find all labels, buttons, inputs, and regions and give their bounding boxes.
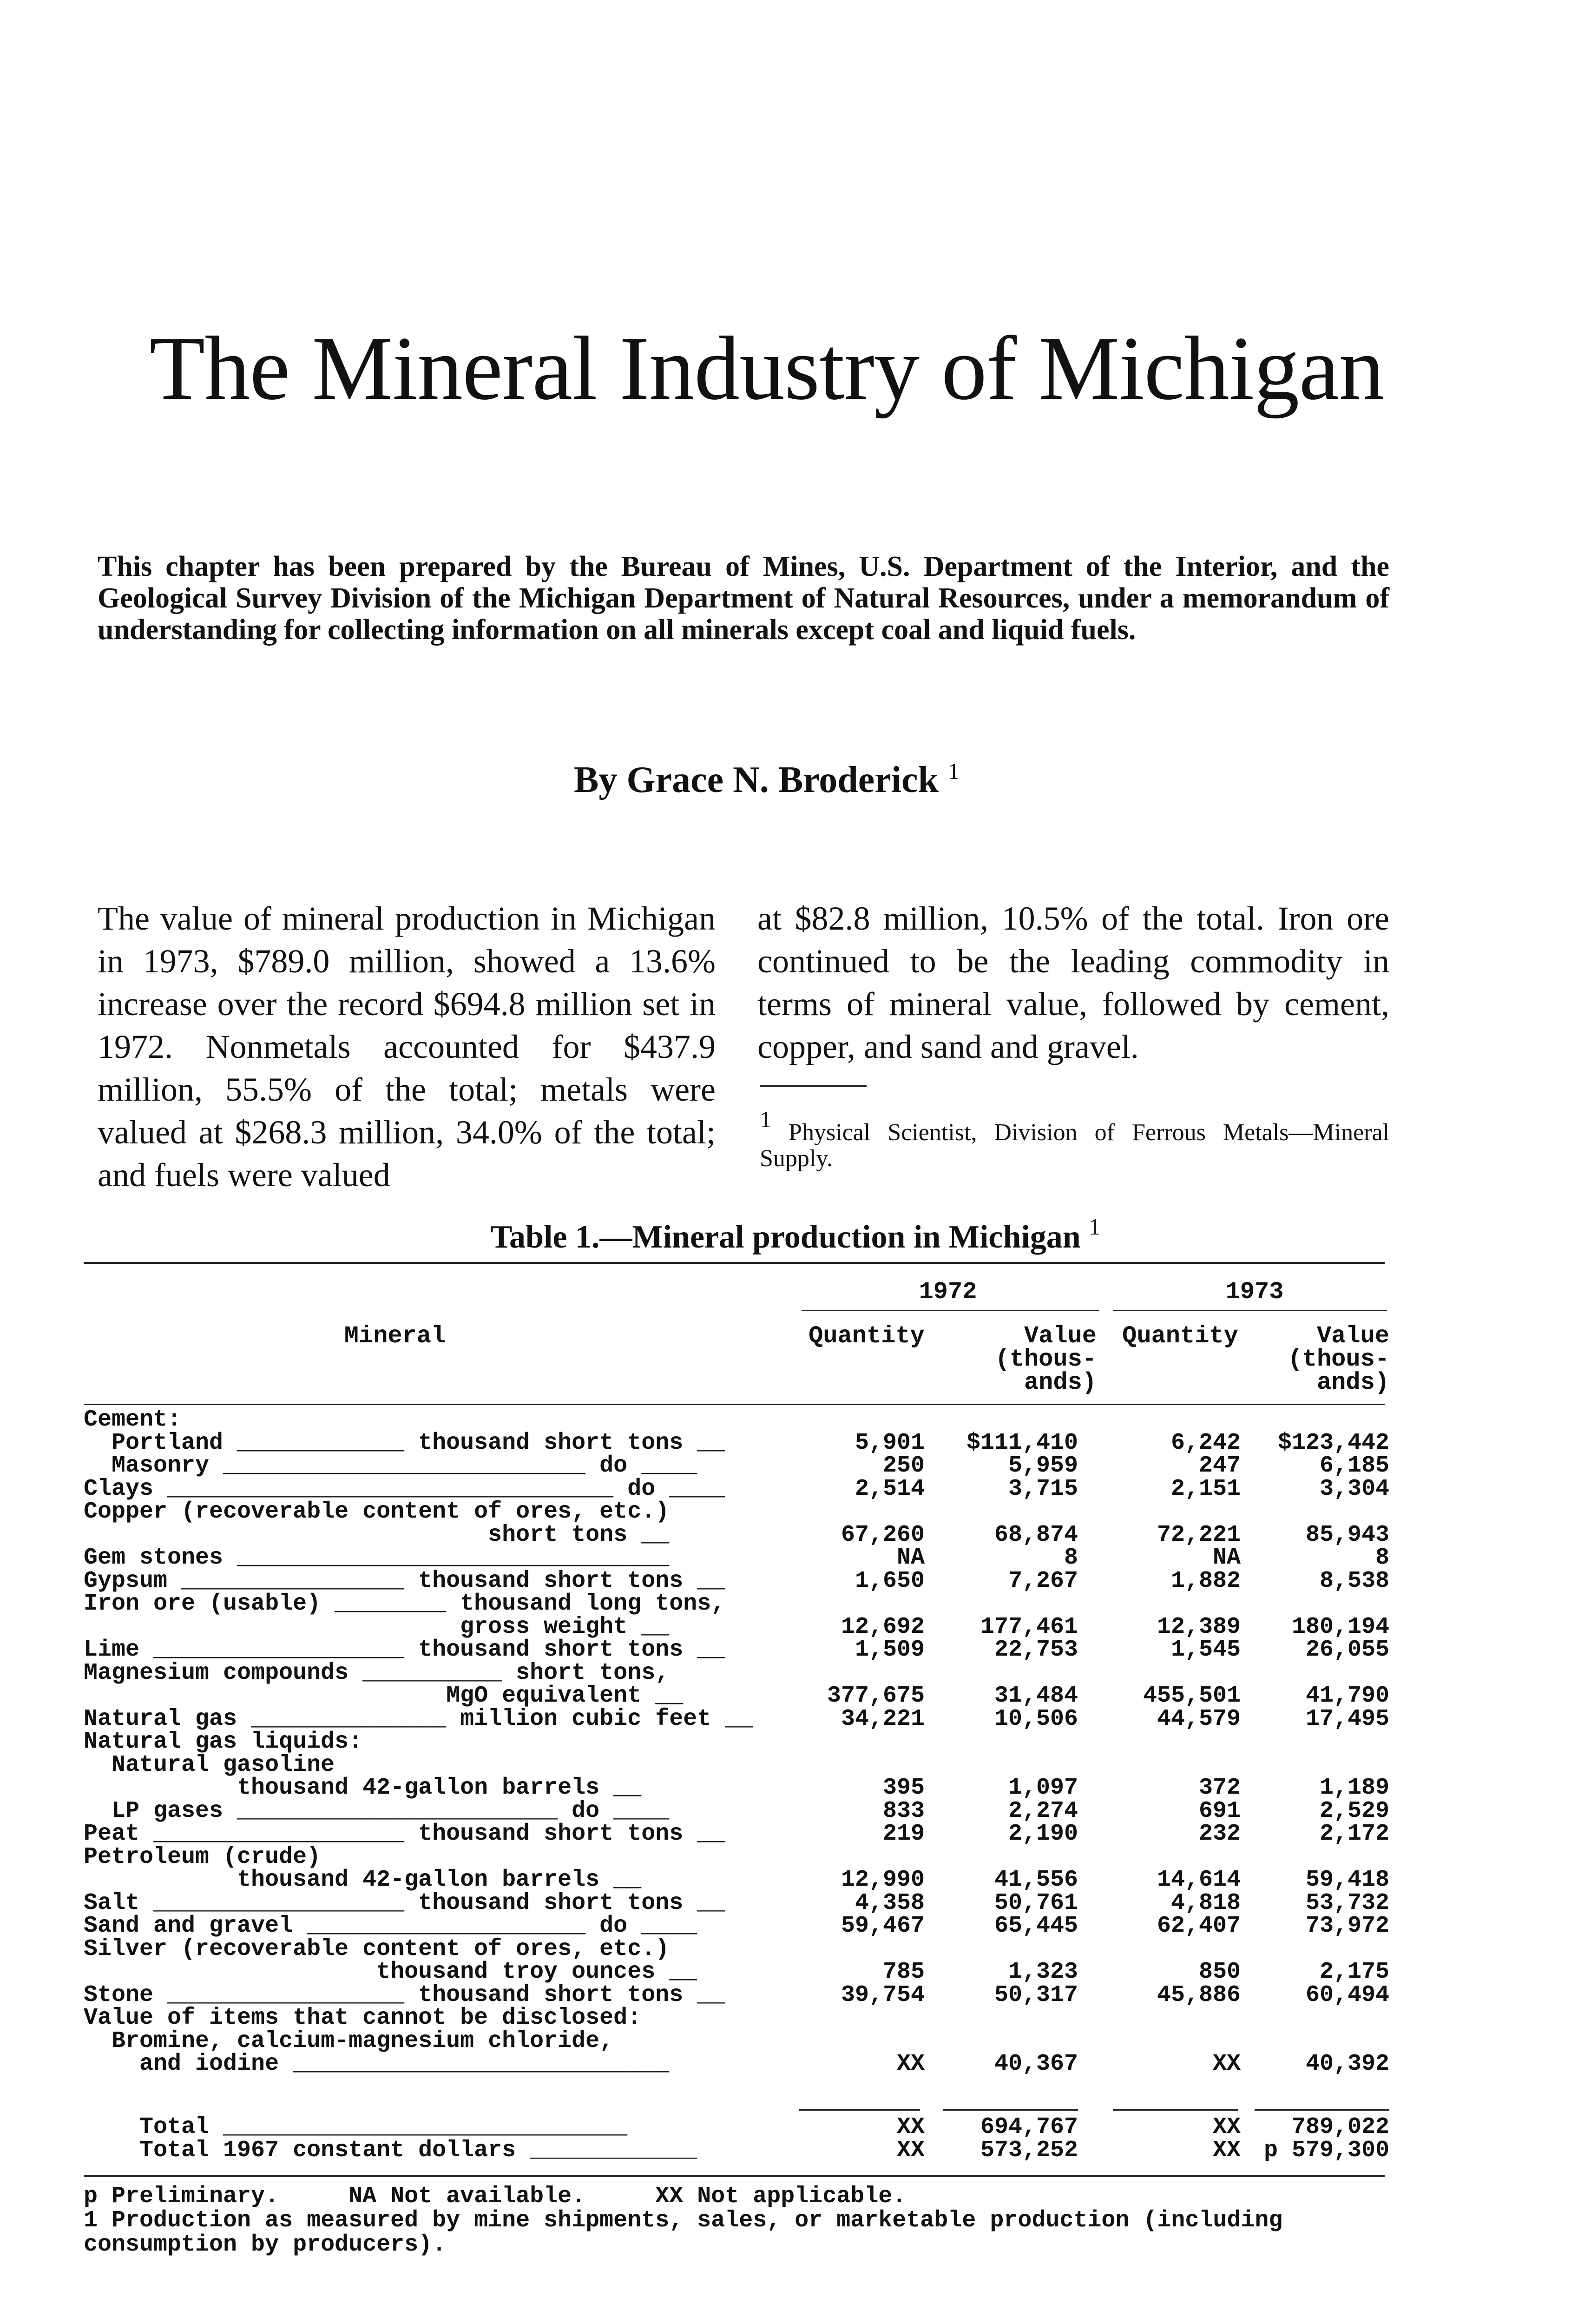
table-row-q1: 2,514 bbox=[855, 1475, 925, 1502]
table-row-v2: 59,418 bbox=[1305, 1867, 1389, 1893]
table-row-q2: 72,221 bbox=[1157, 1521, 1241, 1548]
table-row-v1: 177,461 bbox=[980, 1613, 1078, 1640]
table-row-label: Natural gasoline bbox=[84, 1751, 335, 1778]
table-row-v2: 40,392 bbox=[1305, 2051, 1389, 2077]
table-row-v2: 17,495 bbox=[1305, 1705, 1389, 1732]
page-title: The Mineral Industry of Michigan bbox=[149, 318, 1384, 419]
table-row-q2: 691 bbox=[1198, 1797, 1241, 1824]
total-row-q1: XX bbox=[896, 2114, 925, 2140]
table-row-v1: 3,715 bbox=[1008, 1475, 1078, 1502]
total-row-q2: XX bbox=[1212, 2114, 1241, 2140]
table-row-label: Bromine, calcium-magnesium chloride, bbox=[84, 2027, 614, 2054]
table-row-label: thousand 42-gallon barrels __ bbox=[84, 1867, 642, 1893]
table-row-q1: 5,901 bbox=[855, 1429, 925, 1456]
total-row-q2: XX bbox=[1212, 2137, 1241, 2164]
table-row-v2: 53,732 bbox=[1305, 1889, 1389, 1916]
table-row-label: Natural gas ______________ million cubic feet __ bbox=[84, 1705, 753, 1732]
table-row-label: Clays ________________________________ do ____ bbox=[84, 1475, 725, 1502]
table-row-v1: 40,367 bbox=[994, 2051, 1078, 2077]
total-row-v1: 573,252 bbox=[980, 2137, 1078, 2164]
total-rule-v2 bbox=[1255, 2109, 1389, 2111]
header-quantity-1972: Quantity bbox=[809, 1322, 925, 1350]
header-bottom-rule bbox=[84, 1404, 1385, 1405]
table-row-label: Petroleum (crude) bbox=[84, 1843, 321, 1870]
table-row-v2: 2,172 bbox=[1319, 1821, 1389, 1847]
table-row-label: Cement: bbox=[84, 1406, 182, 1433]
table-row-label: thousand 42-gallon barrels __ bbox=[84, 1775, 642, 1801]
table-row-label: Magnesium compounds __________ short tons, bbox=[84, 1659, 670, 1686]
table-notes bbox=[84, 2185, 1385, 2257]
table-row-label: Gypsum ________________ thousand short tons __ bbox=[84, 1567, 725, 1594]
table-row-v2: 85,943 bbox=[1305, 1521, 1389, 1548]
table-row-v2: 8,538 bbox=[1319, 1567, 1389, 1594]
table-row-v2: 2,175 bbox=[1319, 1959, 1389, 1985]
table-row-q1: 250 bbox=[882, 1452, 925, 1479]
total-row-v2: p 579,300 bbox=[1263, 2137, 1389, 2164]
table-row-label: Natural gas liquids: bbox=[84, 1729, 363, 1755]
table-row-v1: 2,190 bbox=[1008, 1821, 1078, 1847]
table-row-q1: NA bbox=[896, 1545, 925, 1571]
table-row-q2: 455,501 bbox=[1143, 1683, 1241, 1709]
table-row-label: Portland ____________ thousand short tons __ bbox=[84, 1429, 725, 1456]
total-rule-q1 bbox=[799, 2109, 920, 2111]
table-row-label: short tons __ bbox=[84, 1521, 670, 1548]
table-row-v2: 6,185 bbox=[1319, 1452, 1389, 1479]
table-row-v1: 10,506 bbox=[994, 1705, 1078, 1732]
footnote-divider bbox=[760, 1085, 867, 1087]
total-row-label: Total _____________________________ bbox=[84, 2114, 628, 2140]
header-year-1972: 1972 bbox=[919, 1278, 977, 1306]
total-row-v1: 694,767 bbox=[980, 2114, 1078, 2140]
table-row-q1: 59,467 bbox=[841, 1913, 925, 1939]
table-row-v2: 3,304 bbox=[1319, 1475, 1389, 1502]
table-row-v2: 26,055 bbox=[1305, 1637, 1389, 1663]
footnote-text: Physical Scientist, Division of Ferrous Metals—Mineral Supply. bbox=[760, 1119, 1389, 1172]
table-title-footnote-mark: 1 bbox=[1089, 1214, 1101, 1240]
table-row-q1: 1,650 bbox=[855, 1567, 925, 1594]
table-row-q2: 14,614 bbox=[1157, 1867, 1241, 1893]
table-row-v1: 41,556 bbox=[994, 1867, 1078, 1893]
table-row-v1: 68,874 bbox=[994, 1521, 1078, 1548]
table-row-q2: 44,579 bbox=[1157, 1705, 1241, 1732]
total-row-v2: 789,022 bbox=[1291, 2114, 1389, 2140]
table-row-q1: 12,990 bbox=[841, 1867, 925, 1893]
total-rule-v1 bbox=[943, 2109, 1078, 2111]
table-row-v2: 180,194 bbox=[1291, 1613, 1389, 1640]
table-row-q1: 4,358 bbox=[855, 1889, 925, 1916]
table-row-v1: 1,097 bbox=[1008, 1775, 1078, 1801]
body-text-right-column: at $82.8 million, 10.5% of the total. Iron ore continued to be the leading commodity in terms of mineral value, followed by cement, copper, and sand and gravel. bbox=[757, 900, 1389, 1065]
table-row-v1: 1,323 bbox=[1008, 1959, 1078, 1985]
header-mineral: Mineral bbox=[344, 1322, 446, 1350]
table-row-label: Silver (recoverable content of ores, etc.) bbox=[84, 1935, 670, 1962]
footnote-mark: 1 bbox=[760, 1106, 771, 1132]
table-row-v1: 50,317 bbox=[994, 1981, 1078, 2008]
header-rule-1972 bbox=[802, 1310, 1099, 1311]
table-row-v2: 1,189 bbox=[1319, 1775, 1389, 1801]
table-row-v1: 2,274 bbox=[1008, 1797, 1078, 1824]
author-footnote bbox=[760, 1106, 1389, 1172]
table-row-q2: 247 bbox=[1198, 1452, 1241, 1479]
table-row-v1: 22,753 bbox=[994, 1637, 1078, 1663]
table-row-label: Value of items that cannot be disclosed: bbox=[84, 2005, 642, 2031]
table-row-label: Copper (recoverable content of ores, etc.) bbox=[84, 1499, 670, 1525]
body-text-left-column: The value of mineral production in Michigan in 1973, $789.0 million, showed a 13.6% increase over the record $694.8 million set in 1972. Nonmetals accounted for $437.9 million, 55.5% of the total; metals were valued at $268.3 million, 34.0% of the total; and fuels were valued bbox=[98, 900, 716, 1194]
table-top-rule bbox=[84, 1262, 1385, 1264]
table-row-v2: $123,442 bbox=[1277, 1429, 1389, 1456]
table-row-v2: 73,972 bbox=[1305, 1913, 1389, 1939]
table-row-v1: 7,267 bbox=[1008, 1567, 1078, 1594]
table-row-label: Lime __________________ thousand short tons __ bbox=[84, 1637, 725, 1663]
table-row-v1: 65,445 bbox=[994, 1913, 1078, 1939]
table-row-q2: 232 bbox=[1198, 1821, 1241, 1847]
table-row-q2: 372 bbox=[1198, 1775, 1241, 1801]
table-row-q2: 2,151 bbox=[1170, 1475, 1241, 1502]
table-row-q1: 34,221 bbox=[841, 1705, 925, 1732]
table-row-q1: 12,692 bbox=[841, 1613, 925, 1640]
table-row-q1: 219 bbox=[882, 1821, 925, 1847]
total-row-label: Total 1967 constant dollars ____________ bbox=[84, 2137, 697, 2164]
table-row-v2: 8 bbox=[1375, 1545, 1389, 1571]
total-rule-q2 bbox=[1113, 2109, 1238, 2111]
table-row-q2: 45,886 bbox=[1157, 1981, 1241, 2008]
author-footnote-mark: 1 bbox=[948, 758, 960, 784]
table-row-q1: 1,509 bbox=[855, 1637, 925, 1663]
table-row-v2: 2,529 bbox=[1319, 1797, 1389, 1824]
table-row-q1: XX bbox=[896, 2051, 925, 2077]
table-row-q2: 62,407 bbox=[1157, 1913, 1241, 1939]
table-row-q1: 785 bbox=[882, 1959, 925, 1985]
table-row-v1: 5,959 bbox=[1008, 1452, 1078, 1479]
table-row-label: Peat __________________ thousand short tons __ bbox=[84, 1821, 725, 1847]
author-name: By Grace N. Broderick bbox=[573, 759, 939, 800]
table-title bbox=[0, 1213, 1591, 1256]
table-row-v1: 50,761 bbox=[994, 1889, 1078, 1916]
table-row-q2: 6,242 bbox=[1170, 1429, 1241, 1456]
table-row-label: thousand troy ounces __ bbox=[84, 1959, 697, 1985]
table-row-label: Stone _________________ thousand short tons __ bbox=[84, 1981, 725, 2008]
header-quantity-1973: Quantity bbox=[1122, 1322, 1238, 1350]
table-row-v1: 31,484 bbox=[994, 1683, 1078, 1709]
table-row-label: gross weight __ bbox=[84, 1613, 670, 1640]
table-row-q2: XX bbox=[1212, 2051, 1241, 2077]
total-row-q1: XX bbox=[896, 2137, 925, 2164]
table-note-legend: p Preliminary. NA Not available. XX Not applicable. bbox=[84, 2183, 907, 2210]
table-row-q1: 833 bbox=[882, 1797, 925, 1824]
table-row-label: Iron ore (usable) ________ thousand long tons, bbox=[84, 1591, 725, 1617]
table-row-q2: 12,389 bbox=[1157, 1613, 1241, 1640]
table-row-label: and iodine ___________________________ bbox=[84, 2051, 670, 2077]
table-row-v1: 8 bbox=[1064, 1545, 1078, 1571]
table-row-label: Salt __________________ thousand short tons __ bbox=[84, 1889, 725, 1916]
table-row-q2: 1,882 bbox=[1170, 1567, 1241, 1594]
header-value-1973: Value (thous- ands) bbox=[1288, 1322, 1389, 1396]
table-row-q2: 4,818 bbox=[1170, 1889, 1241, 1916]
author-line bbox=[0, 758, 1533, 801]
table-title-text: Table 1.—Mineral production in Michigan bbox=[490, 1219, 1081, 1255]
table-row-v1: $111,410 bbox=[966, 1429, 1078, 1456]
table-bottom-rule bbox=[84, 2175, 1385, 2177]
table-row-label: MgO equivalent __ bbox=[84, 1683, 684, 1709]
header-year-1973: 1973 bbox=[1225, 1278, 1284, 1306]
table-note-production: 1 Production as measured by mine shipments, sales, or marketable production (including consumption by producers). bbox=[84, 2207, 1283, 2258]
header-rule-1973 bbox=[1113, 1310, 1387, 1311]
table-row-q2: NA bbox=[1212, 1545, 1241, 1571]
intro-paragraph: This chapter has been prepared by the Bureau of Mines, U.S. Department of the Interior, and the Geological Survey Division of the Michigan Department of Natural Resources, under a memorandum of understanding for collecting information on all minerals except coal and liquid fuels. bbox=[98, 551, 1389, 646]
table-row-label: Gem stones _______________________________ bbox=[84, 1545, 670, 1571]
table-row-q2: 1,545 bbox=[1170, 1637, 1241, 1663]
table-row-label: Masonry __________________________ do ____ bbox=[84, 1452, 697, 1479]
table-row-v2: 41,790 bbox=[1305, 1683, 1389, 1709]
table-row-label: LP gases _______________________ do ____ bbox=[84, 1797, 670, 1824]
table-row-q2: 850 bbox=[1198, 1959, 1241, 1985]
table-row-q1: 39,754 bbox=[841, 1981, 925, 2008]
table-row-label: Sand and gravel ____________________ do ____ bbox=[84, 1913, 697, 1939]
table-row-q1: 67,260 bbox=[841, 1521, 925, 1548]
table-row-q1: 395 bbox=[882, 1775, 925, 1801]
table-row-q1: 377,675 bbox=[827, 1683, 925, 1709]
table-row-v2: 60,494 bbox=[1305, 1981, 1389, 2008]
header-value-1972: Value (thous- ands) bbox=[995, 1322, 1097, 1396]
